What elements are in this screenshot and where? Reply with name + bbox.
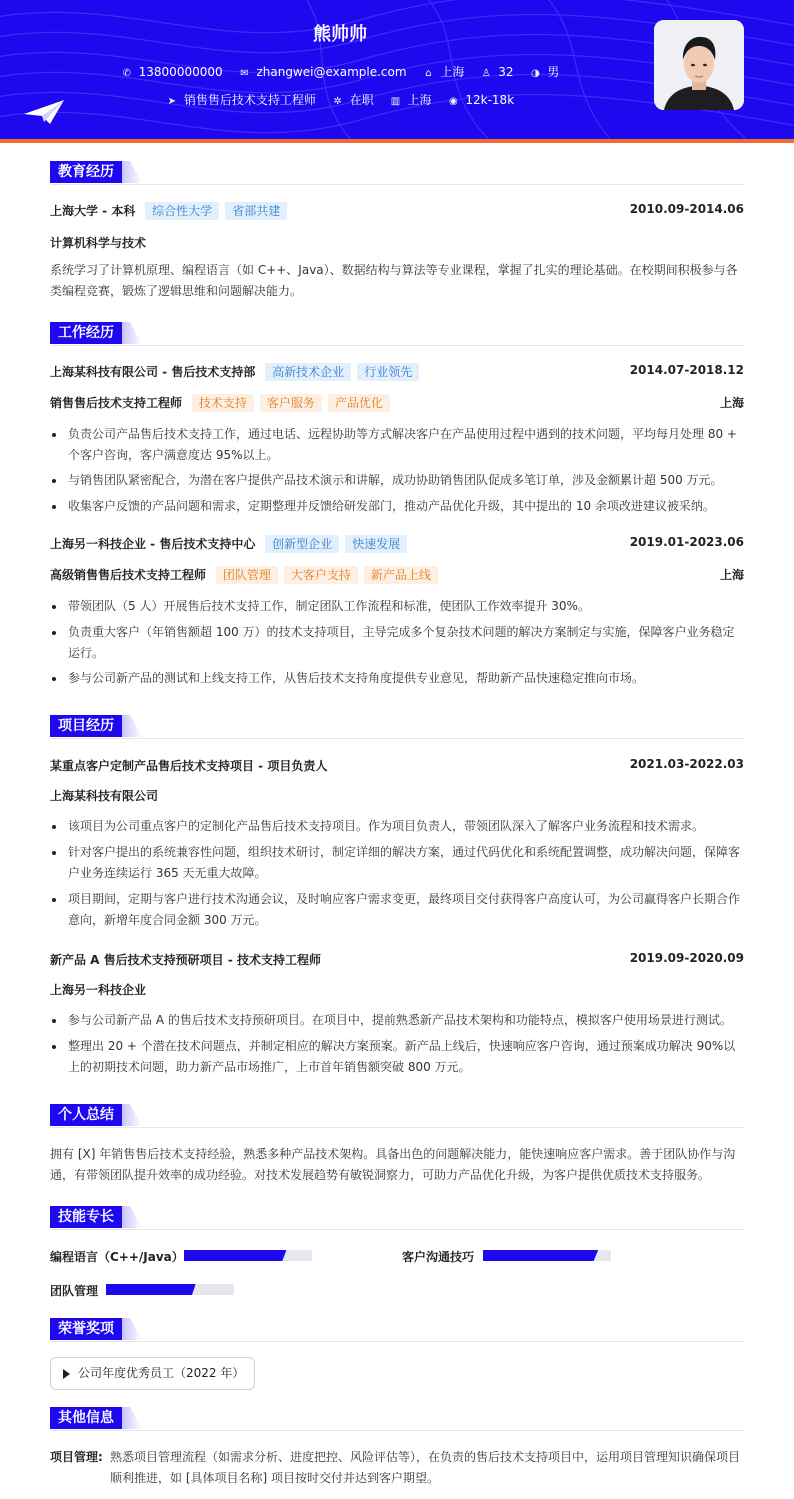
education-major: 计算机科学与技术 (50, 236, 147, 250)
skill-name: 客户沟通技巧 (402, 1250, 475, 1264)
salary-text: 12k-18k (465, 93, 515, 107)
candidate-name: 熊帅帅 (313, 24, 367, 45)
section-title: 荣誉奖项 (50, 1318, 122, 1340)
phone-icon: ✆ (122, 68, 131, 79)
expand-triangle-icon (63, 1369, 70, 1379)
age-text: 32 (498, 65, 514, 79)
work-bullet: 带领团队（5 人）开展售后技术支持工作，制定团队工作流程和标准，使团队工作效率提升 30%。 (50, 596, 744, 617)
section-title: 项目经历 (50, 715, 122, 737)
project-bullet: 参与公司新产品 A 的售后技术支持预研项目。在项目中，提前熟悉新产品技术架构和功能特点，模拟客户使用场景进行测试。 (50, 1010, 744, 1031)
summary-text: 拥有 [X] 年销售售后技术支持经验，熟悉多种产品技术架构。具备出色的问题解决能力，能快速响应客户需求。善于团队协作与沟通，有带领团队提升效率的成功经验。对技术发展趋势有敏锐洞察力，可助力产品优化升级，为客户提供优质技术支持服务。 (50, 1147, 736, 1182)
project-header (50, 951, 744, 968)
section-title-tail (122, 1206, 142, 1228)
header-accent-bar (0, 139, 794, 143)
school-tag: 综合性大学 (145, 202, 219, 220)
city-text: 上海 (440, 65, 465, 79)
section-title: 其他信息 (50, 1407, 122, 1429)
work-period: 2014.07-2018.12 (629, 363, 744, 377)
work-company-header (50, 363, 744, 381)
resume-header (0, 0, 794, 139)
section-awards (50, 1318, 744, 1342)
work-bullet: 参与公司新产品的测试和上线支持工作，从售后技术支持角度提供专业意见，帮助新产品快速稳定推向市场。 (50, 668, 744, 689)
status-text: 在职 (349, 93, 374, 107)
work-bullet: 负责公司产品售后技术支持工作，通过电话、远程协助等方式解决客户在产品使用过程中遇到的技术问题，平均每月处理 80 + 个客户咨询，客户满意度达 95%以上。 (50, 424, 744, 466)
skill-name: 团队管理 (50, 1284, 99, 1298)
skill-bar-fill (184, 1250, 286, 1261)
project-bullet: 针对客户提出的系统兼容性问题，组织技术研讨，制定详细的解决方案，通过代码优化和系统配置调整，成功解决问题，保障客户业务连续运行 365 天无重大故障。 (50, 842, 744, 884)
project-header (50, 757, 744, 774)
work-bullet: 负责重大客户（年销售额超 100 万）的技术支持项目，主导完成多个复杂技术问题的解决方案制定与实施，保障客户业务稳定运行。 (50, 622, 744, 664)
email-text: zhangwei@example.com (256, 65, 407, 79)
company-name: 上海另一科技企业 - 售后技术支持中心 (50, 537, 256, 551)
contact-row (0, 63, 680, 80)
section-summary (50, 1104, 744, 1128)
section-education (50, 161, 744, 185)
section-title-tail (122, 715, 142, 737)
job-tag: 技术支持 (192, 394, 254, 412)
section-title: 个人总结 (50, 1104, 122, 1126)
work-company-header (50, 535, 744, 553)
age-icon: ♙ (481, 68, 491, 79)
skill-name: 编程语言（C++/Java） (50, 1250, 184, 1264)
project-org: 上海另一科技企业 (50, 983, 147, 997)
section-title: 工作经历 (50, 322, 122, 344)
skill-bar (106, 1284, 234, 1295)
section-other (50, 1407, 744, 1431)
project-bullet: 项目期间，定期与客户进行技术沟通会议，及时响应客户需求变更，最终项目交付获得客户高度认可，为公司赢得客户长期合作意向，新增年度合同金额 300 万元。 (50, 889, 744, 931)
gender-icon: ◑ (530, 68, 540, 79)
company-tag: 快速发展 (345, 535, 407, 553)
job-title: 高级销售售后技术支持工程师 (50, 568, 207, 582)
other-label: 项目管理: (50, 1450, 103, 1464)
project-period: 2021.03-2022.03 (629, 757, 744, 771)
school-tag: 省部共建 (225, 202, 287, 220)
building-icon: ▥ (390, 96, 401, 107)
company-tag: 创新型企业 (265, 535, 339, 553)
target-city-text: 上海 (407, 93, 432, 107)
section-title-tail (122, 161, 142, 183)
skill-bar-fill (483, 1250, 598, 1261)
job-tag: 团队管理 (216, 566, 278, 584)
project-org: 上海某科技有限公司 (50, 789, 159, 803)
education-description: 系统学习了计算机原理、编程语言（如 C++、Java）、数据结构与算法等专业课程，掌握了扎实的理论基础。在校期间积极参与各类编程竞赛，锻炼了逻辑思维和问题解决能力。 (50, 263, 738, 298)
mail-icon: ✉ (240, 68, 249, 79)
section-title: 技能专长 (50, 1206, 122, 1228)
job-title: 销售售后技术支持工程师 (50, 396, 183, 410)
work-bullet: 与销售团队紧密配合，为潜在客户提供产品技术演示和讲解，成功协助销售团队促成多笔订单，涉及金额累计超 500 万元。 (50, 470, 744, 491)
award-text: 公司年度优秀员工（2022 年） (78, 1366, 245, 1380)
project-name: 某重点客户定制产品售后技术支持项目 - 项目负责人 (50, 759, 328, 773)
project-bullet: 整理出 20 + 个潜在技术问题点，并制定相应的解决方案预案。新产品上线后，快速响应客户咨询，通过预案成功解决 90%以上的初期技术问题，助力新产品市场推广，上市首年销售额突破 800 万元。 (50, 1036, 744, 1078)
work-bullet: 收集客户反馈的产品问题和需求，定期整理并反馈给研发部门，推动产品优化升级，其中提出的 10 余项改进建议被采纳。 (50, 496, 744, 517)
section-title-tail (122, 1104, 142, 1126)
education-period: 2010.09-2014.06 (629, 202, 744, 216)
work-location: 上海 (719, 568, 744, 582)
gender-text: 男 (547, 65, 560, 79)
phone-text: 13800000000 (138, 65, 223, 79)
profile-photo (654, 20, 744, 110)
send-icon: ➤ (167, 96, 177, 107)
company-tag: 高新技术企业 (265, 363, 351, 381)
other-text: 熟悉项目管理流程（如需求分析、进度把控、风险评估等），在负责的售后技术支持项目中，运用项目管理知识确保项目顺利推进，如 [具体项目名称] 项目按时交付并达到客户期望。 (110, 1450, 741, 1485)
company-tag: 行业领先 (357, 363, 419, 381)
home-icon: ⌂ (425, 68, 432, 79)
section-title: 教育经历 (50, 161, 122, 183)
work-location: 上海 (719, 396, 744, 410)
section-work (50, 322, 744, 346)
education-header (50, 202, 744, 220)
intention-row (0, 91, 680, 108)
project-period: 2019.09-2020.09 (629, 951, 744, 965)
work-title-row (50, 394, 744, 412)
work-period: 2019.01-2023.06 (629, 535, 744, 549)
company-name: 上海某科技有限公司 - 售后技术支持部 (50, 365, 256, 379)
section-skills (50, 1206, 744, 1230)
skill-bar-fill (106, 1284, 196, 1295)
skill-bar (483, 1250, 611, 1261)
skill-bar (184, 1250, 312, 1261)
section-title-tail (122, 1318, 142, 1340)
status-icon: ✲ (333, 96, 342, 107)
project-name: 新产品 A 售后技术支持预研项目 - 技术支持工程师 (50, 953, 321, 967)
salary-icon: ◉ (449, 96, 458, 107)
job-tag: 新产品上线 (364, 566, 438, 584)
target-job-text: 销售售后技术支持工程师 (183, 93, 316, 107)
job-tag: 产品优化 (328, 394, 390, 412)
award-item[interactable] (50, 1357, 255, 1390)
project-bullet: 该项目为公司重点客户的定制化产品售后技术支持项目。作为项目负责人，带领团队深入了解客户业务流程和技术需求。 (50, 816, 744, 837)
section-projects (50, 715, 744, 739)
section-title-tail (122, 1407, 142, 1429)
work-title-row (50, 566, 744, 584)
job-tag: 客户服务 (260, 394, 322, 412)
school-name: 上海大学 - 本科 (50, 204, 136, 218)
section-title-tail (122, 322, 142, 344)
job-tag: 大客户支持 (284, 566, 358, 584)
